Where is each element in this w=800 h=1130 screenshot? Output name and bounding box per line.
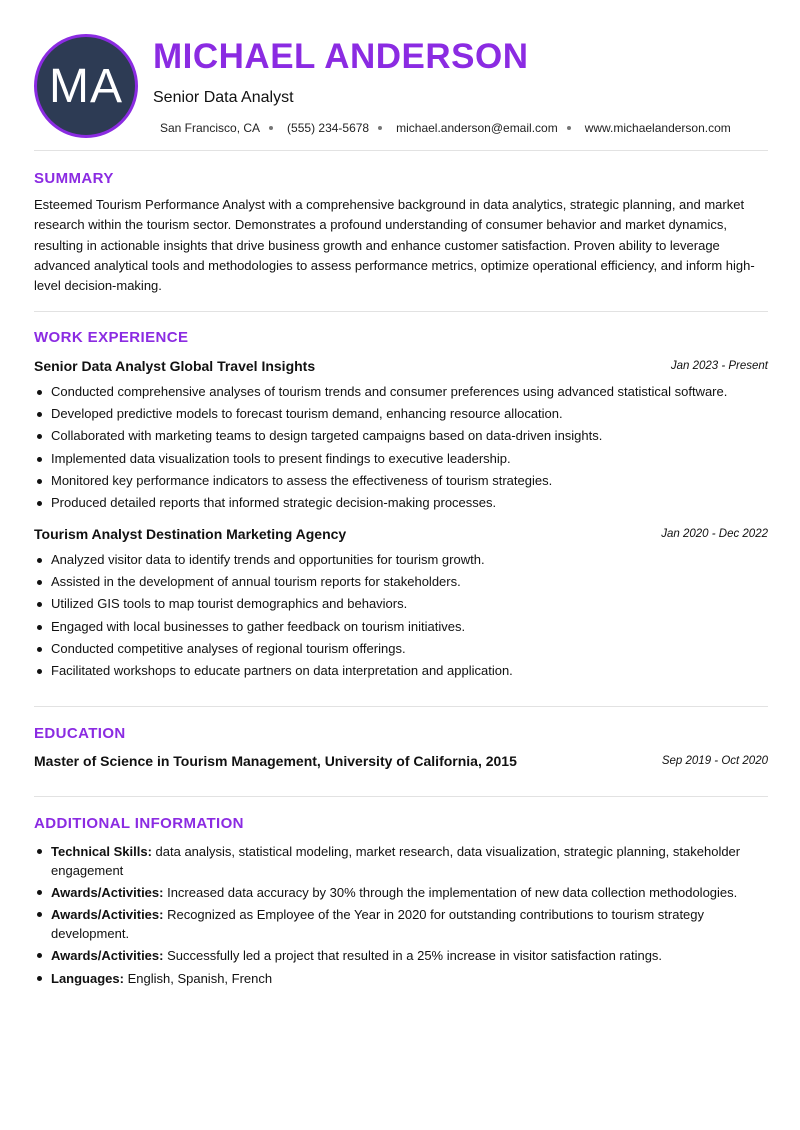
avatar: [34, 34, 138, 138]
divider: [34, 150, 768, 151]
education-entry: [34, 753, 768, 771]
list-item: Conducted competitive analyses of regional tourism offerings.: [34, 641, 774, 663]
job-header: [34, 526, 768, 544]
separator-dot-icon: [567, 126, 571, 130]
separator-dot-icon: [269, 126, 273, 130]
divider: [34, 311, 768, 312]
education-heading: EDUCATION: [34, 725, 126, 742]
list-item: Engaged with local businesses to gather feedback on tourism initiatives.: [34, 619, 774, 641]
list-item: Utilized GIS tools to map tourist demographics and behaviors.: [34, 596, 774, 618]
candidate-title: Senior Data Analyst: [153, 89, 294, 106]
resume-header: [34, 34, 768, 138]
list-item: Assisted in the development of annual tourism reports for stakeholders.: [34, 574, 774, 596]
info-text: Successfully led a project that resulted in a 25% increase in visitor satisfaction ratings.: [163, 948, 663, 963]
list-item: Facilitated workshops to educate partners on data interpretation and application.: [34, 663, 774, 685]
separator-dot-icon: [378, 126, 382, 130]
contact-website[interactable]: www.michaelanderson.com: [584, 121, 731, 135]
info-item: [34, 905, 774, 943]
contact-email[interactable]: michael.anderson@email.com: [396, 121, 558, 135]
education-degree: Master of Science in Tourism Management, University of California, 2015: [34, 753, 517, 769]
job-bullets: [34, 552, 774, 685]
job-bullets: [34, 384, 774, 517]
list-item: Analyzed visitor data to identify trends and opportunities for tourism growth.: [34, 552, 774, 574]
job-dates: Jan 2023 - Present: [670, 360, 768, 372]
candidate-name: MICHAEL ANDERSON: [153, 37, 529, 76]
divider: [34, 706, 768, 707]
info-item: [34, 883, 774, 902]
info-label: Awards/Activities:: [51, 948, 164, 963]
education-dates: Sep 2019 - Oct 2020: [661, 755, 768, 767]
contact-location: San Francisco, CA: [160, 121, 261, 135]
job-header: [34, 358, 768, 376]
list-item: Developed predictive models to forecast tourism demand, enhancing resource allocation.: [34, 406, 774, 428]
info-text: English, Spanish, French: [123, 971, 273, 986]
list-item: Conducted comprehensive analyses of tourism trends and consumer preferences using advanced statistical software.: [34, 384, 774, 406]
info-text: Recognized as Employee of the Year in 2020 for outstanding contributions to tourism strategy development.: [51, 907, 705, 941]
job-role: Tourism Analyst Destination Marketing Agency: [34, 526, 347, 542]
info-label: Awards/Activities:: [51, 907, 164, 922]
info-label: Languages:: [51, 971, 124, 986]
work-experience-heading: WORK EXPERIENCE: [34, 329, 189, 346]
additional-info-list: [34, 842, 774, 991]
list-item: Produced detailed reports that informed strategic decision-making processes.: [34, 495, 774, 517]
avatar-initials: MA: [49, 59, 123, 113]
info-text: data analysis, statistical modeling, market research, data visualization, strategic planning, stakeholder engagement: [51, 844, 741, 878]
contact-phone: (555) 234-5678: [287, 121, 370, 135]
info-item: [34, 946, 774, 965]
list-item: Collaborated with marketing teams to design targeted campaigns based on data-driven insights.: [34, 428, 774, 450]
additional-info-heading: ADDITIONAL INFORMATION: [34, 815, 244, 832]
summary-text: Esteemed Tourism Performance Analyst with a comprehensive background in data analytics, strategic planning, and market research within the tourism sector. Demonstrates a profound understanding of consumer behavior and market dynamics, resulting in actionable insights that drive business growth and enhance customer satisfaction. Proven ability to leverage advanced analytical tools and methodologies to assess performance metrics, optimize operational efficiency, and inform high-level decision-making.: [34, 197, 755, 294]
summary-heading: SUMMARY: [34, 170, 114, 187]
divider: [34, 796, 768, 797]
job-role: Senior Data Analyst Global Travel Insights: [34, 358, 316, 374]
info-label: Technical Skills:: [51, 844, 152, 859]
contact-line: [160, 121, 731, 135]
list-item: Implemented data visualization tools to present findings to executive leadership.: [34, 451, 774, 473]
job-dates: Jan 2020 - Dec 2022: [661, 528, 768, 540]
list-item: Monitored key performance indicators to assess the effectiveness of tourism strategies.: [34, 473, 774, 495]
info-text: Increased data accuracy by 30% through the implementation of new data collection methodologies.: [163, 885, 738, 900]
info-item: [34, 842, 774, 880]
info-item: [34, 969, 774, 988]
info-label: Awards/Activities:: [51, 885, 164, 900]
